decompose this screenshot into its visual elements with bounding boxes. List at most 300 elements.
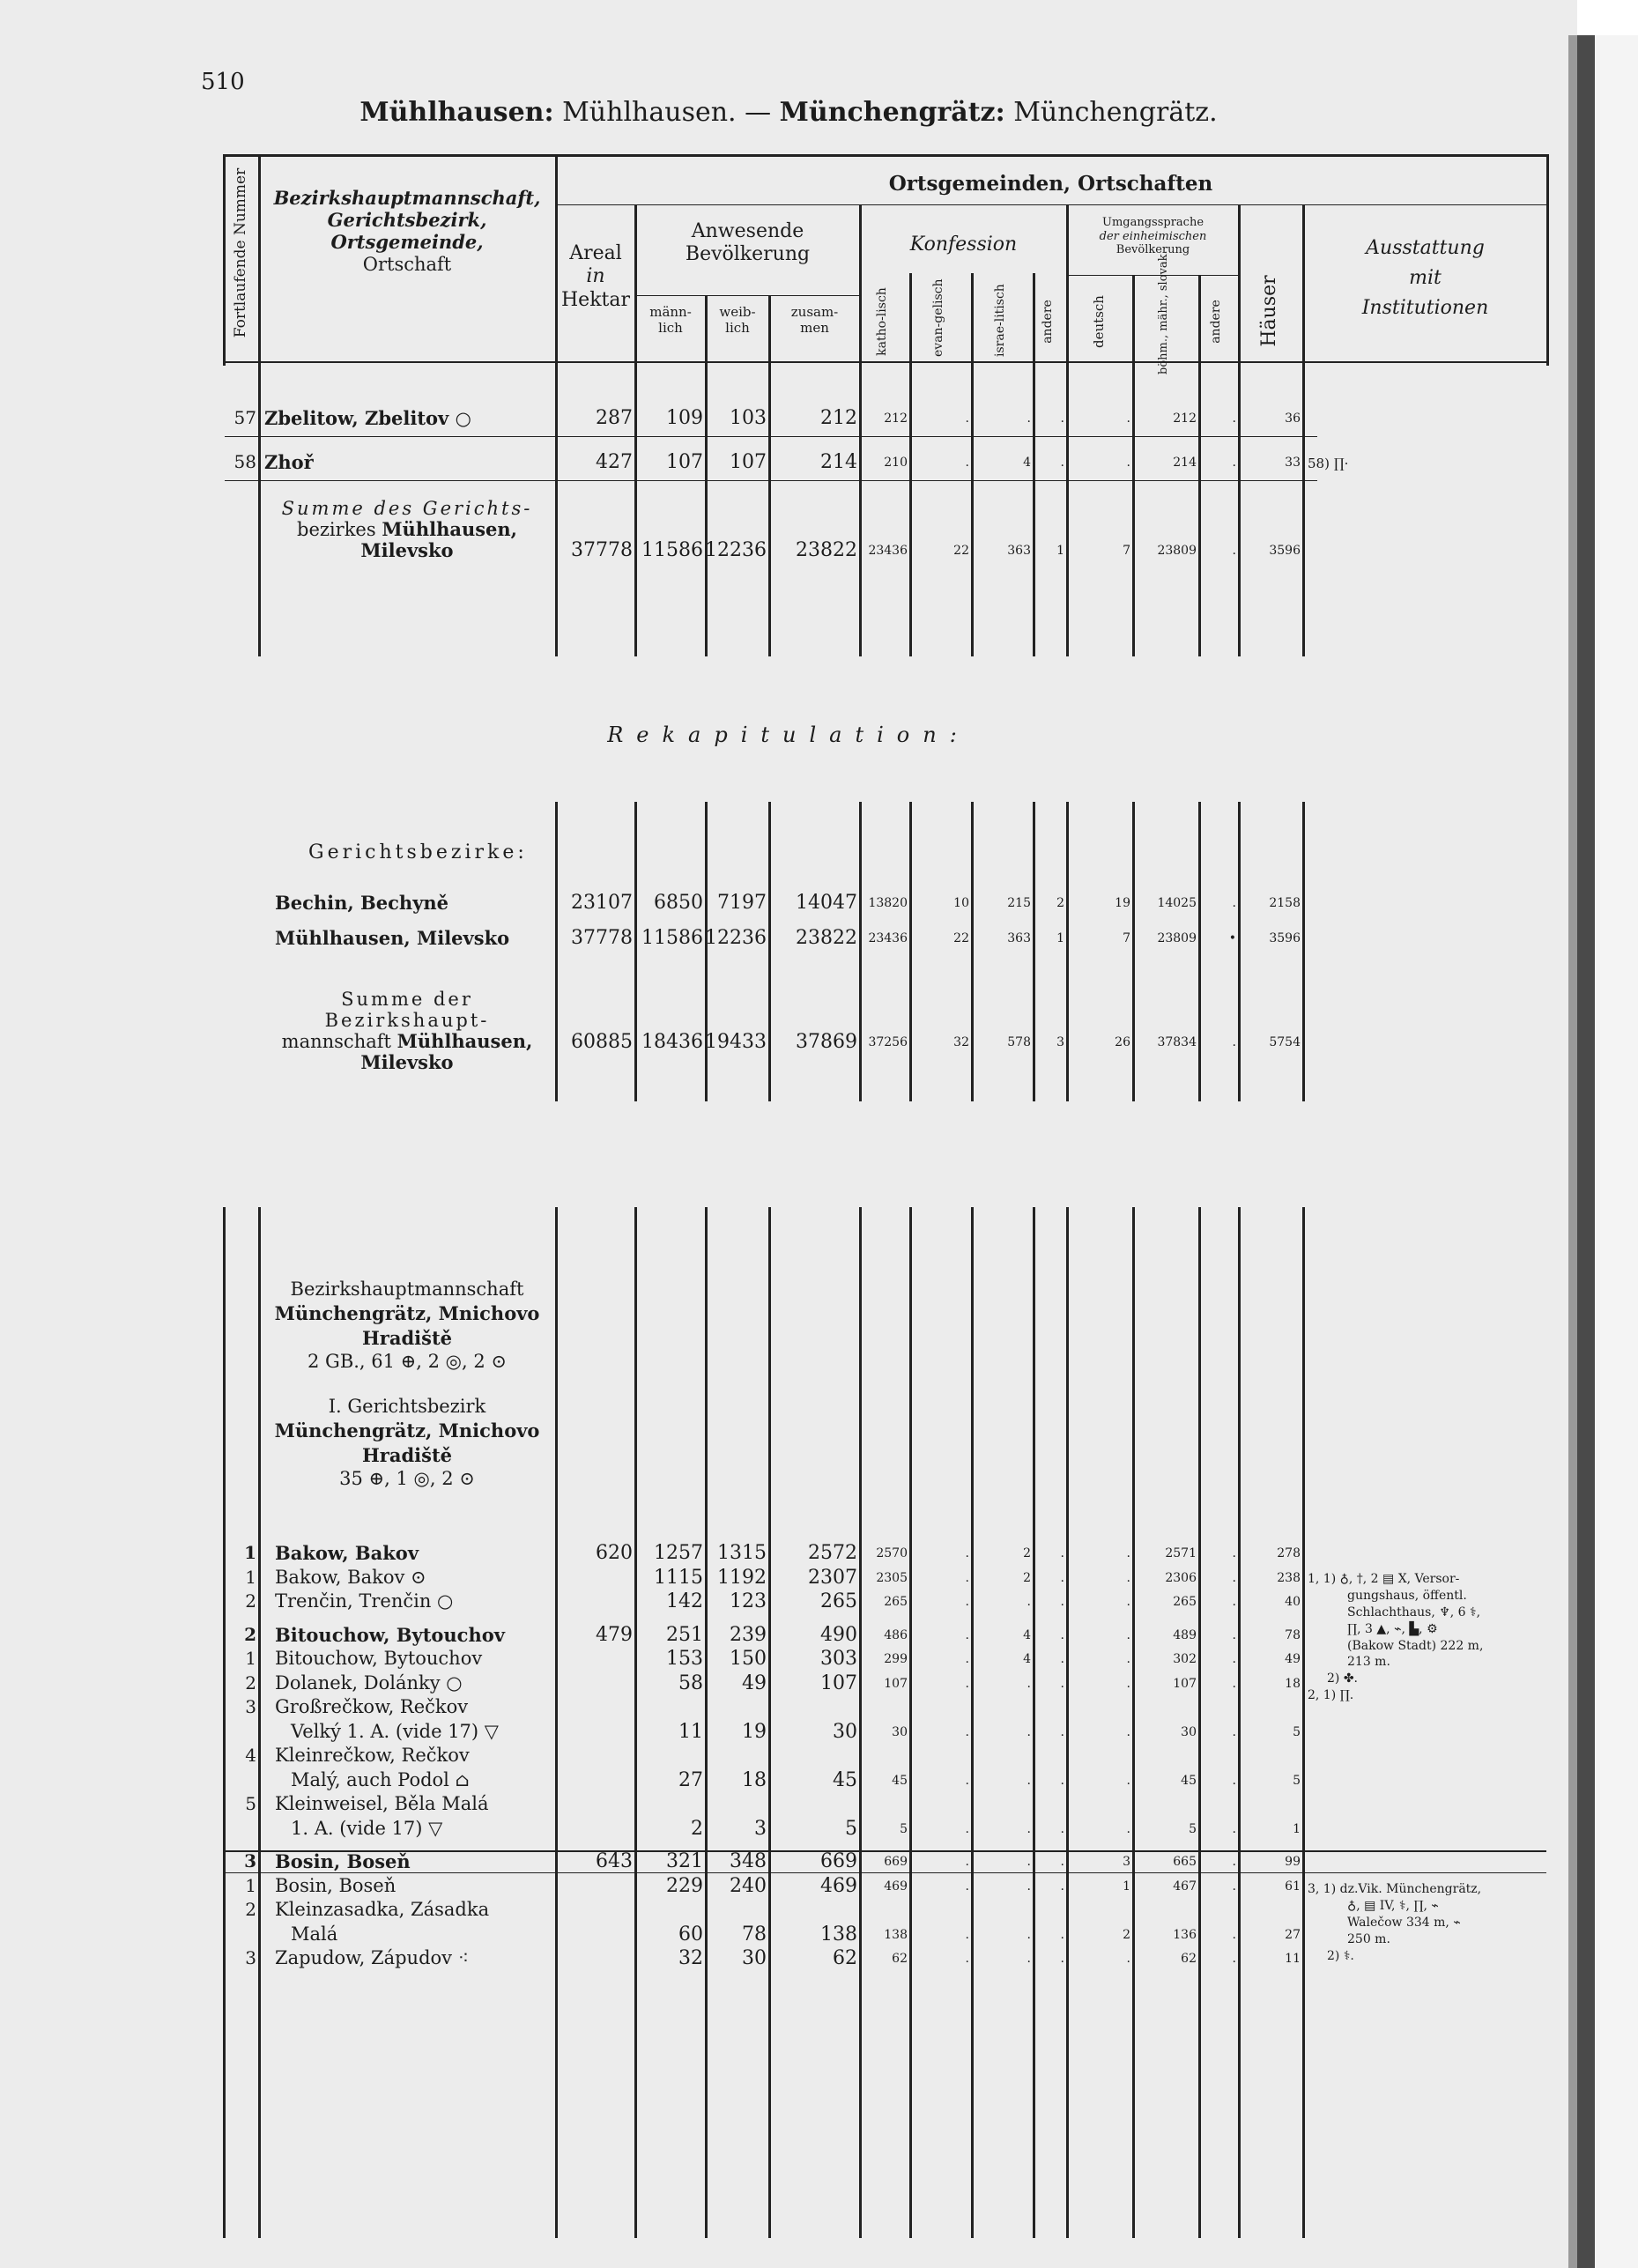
row-name: Bitouchow, Bytouchov	[275, 1648, 483, 1669]
row-bottom-11-h: 1	[1293, 1821, 1301, 1836]
recap-row-1-oth: •	[1228, 931, 1236, 945]
vrule	[859, 802, 862, 1101]
vrule	[768, 295, 771, 656]
row-top-0-cz: 212	[1173, 411, 1197, 426]
row-bottom-9-h: 5	[1293, 1773, 1301, 1788]
recap-sum-de: 26	[1115, 1035, 1130, 1049]
vrule	[634, 802, 637, 1101]
vrule	[1132, 802, 1135, 1101]
row-top-0-isr: .	[1027, 411, 1031, 426]
row-bottom-13-de: 1	[1123, 1879, 1130, 1894]
row-name: Malý, auch Podol ⌂	[291, 1768, 470, 1790]
row-bottom-16-w: 30	[742, 1947, 767, 1969]
recap-row-name: Mühlhausen, Milevsko	[275, 927, 510, 949]
lang-l1: Umgangssprache	[1101, 216, 1204, 229]
recap-row-1-cz: 23809	[1157, 931, 1197, 945]
row-bottom-7-m: 11	[678, 1720, 703, 1743]
row-bottom-12-oth: .	[1232, 1855, 1236, 1869]
row-bottom-1-and: .	[1060, 1570, 1064, 1585]
row-bottom-15-w: 78	[742, 1923, 767, 1946]
row-bottom-5-and: .	[1060, 1676, 1064, 1691]
row-bottom-11-evan: .	[965, 1821, 969, 1836]
col-header-kath: katho-lisch	[875, 287, 889, 356]
row-number: 1	[244, 1542, 256, 1563]
row-bottom-9-kath: 45	[892, 1773, 908, 1788]
row-bottom-15-de: 2	[1123, 1927, 1130, 1942]
row-bottom-2-and: .	[1060, 1595, 1064, 1609]
vrule	[1302, 802, 1305, 1101]
row-bottom-11-kath: 5	[900, 1821, 908, 1836]
vrule	[1198, 1207, 1201, 2238]
col-header-institutions	[1304, 233, 1546, 323]
row-name: 1. A. (vide 17) ▽	[291, 1817, 443, 1839]
recap-row-1-kath: 23436	[868, 931, 908, 945]
row-number: 2	[245, 1899, 256, 1920]
row-bottom-4-m: 153	[666, 1648, 703, 1670]
row-bottom-15-oth: .	[1232, 1927, 1236, 1942]
district-l5: I. Gerichtsbezirk	[328, 1396, 486, 1418]
row-bottom-7-evan: .	[965, 1724, 969, 1739]
vrule	[1066, 802, 1069, 1101]
col-header-total	[770, 304, 859, 336]
row-bottom-4-cz: 302	[1173, 1652, 1197, 1666]
col-header-lang	[1068, 216, 1238, 257]
row-bottom-5-cz: 107	[1173, 1676, 1197, 1691]
row-name: Bakow, Bakov ⊙	[275, 1566, 426, 1588]
row-number: 3	[244, 1850, 256, 1871]
col-header-number: Fortlaufende Nummer	[232, 167, 249, 338]
vrule	[223, 1207, 226, 2238]
row-top-1-de: .	[1126, 456, 1130, 470]
vrule	[1238, 802, 1241, 1101]
district-l2: Münchengrätz, Mnichovo	[274, 1302, 540, 1325]
row-bottom-16-oth: .	[1232, 1952, 1236, 1966]
row-bottom-11-and: .	[1060, 1821, 1064, 1836]
vrule	[1198, 802, 1201, 1101]
row-bottom-15-m: 60	[678, 1923, 703, 1946]
row-bottom-4-evan: .	[965, 1652, 969, 1666]
vrule	[1302, 1207, 1305, 2238]
col-header-name-l4: Ortschaft	[362, 253, 452, 275]
row-number: 3	[245, 1947, 256, 1968]
vrule	[1238, 205, 1241, 656]
recap-row-1-m: 11586	[641, 927, 703, 949]
col-header-bohm: böhm., mähr., slovak.	[1157, 250, 1170, 374]
vrule	[1033, 1207, 1035, 2238]
col-header-name-l3: Ortsgemeinde,	[330, 231, 484, 254]
note-bosin-2: Walečow 334 m, ⌁	[1347, 1915, 1461, 1930]
inst-l2: mit	[1409, 267, 1442, 290]
recap-row-0-t: 14047	[796, 892, 857, 914]
row-bottom-12-w: 348	[730, 1850, 767, 1872]
inst-l1: Ausstattung	[1366, 237, 1485, 259]
note-bakow-5: 213 m.	[1347, 1655, 1390, 1670]
row-bottom-16-de: .	[1126, 1952, 1130, 1966]
note-bakow-4: (Bakow Stadt) 222 m,	[1347, 1638, 1484, 1653]
row-bottom-3-and: .	[1060, 1627, 1064, 1642]
row-bottom-12-t: 669	[820, 1850, 857, 1872]
row-name: Dolanek, Dolánky ○	[275, 1671, 463, 1694]
row-name: Trenčin, Trenčin ○	[275, 1590, 454, 1612]
recap-row-0-h: 2158	[1269, 896, 1301, 910]
row-name: Zhoř	[264, 451, 314, 473]
vrule	[909, 802, 912, 1101]
row-name: Zbelitow, Zbelitov ○	[264, 407, 471, 429]
sum1-de: 7	[1123, 544, 1130, 558]
row-bottom-9-and: .	[1060, 1773, 1064, 1788]
row-number: 2	[245, 1671, 256, 1694]
col-header-houses: Häuser	[1258, 275, 1280, 347]
row-bottom-3-m: 251	[666, 1623, 703, 1646]
row-bottom-0-oth: .	[1232, 1546, 1236, 1560]
row-number: 5	[245, 1793, 256, 1814]
lang-group-rule	[1066, 275, 1238, 276]
row-bottom-3-areal: 479	[596, 1623, 633, 1646]
row-top-0-h: 36	[1285, 411, 1301, 426]
group-rule-bosin	[225, 1872, 1546, 1873]
running-head-right-bold: Münchengrätz:	[779, 97, 1005, 128]
row-name: Kleinzasadka, Zásadka	[275, 1899, 490, 1920]
sum1-label	[261, 498, 553, 561]
areal-l3: Hektar	[560, 288, 630, 311]
row-bottom-0-isr: 2	[1023, 1546, 1031, 1560]
vrule	[705, 295, 708, 656]
row-name: Bakow, Bakov	[275, 1542, 419, 1564]
recap-sum-t: 37869	[796, 1031, 857, 1053]
row-bottom-5-isr: .	[1027, 1676, 1031, 1691]
sum1-l2b: Mühlhausen,	[382, 518, 517, 541]
row-bottom-9-oth: .	[1232, 1773, 1236, 1788]
col-header-female	[707, 304, 768, 336]
row-institution: 58) ∏·	[1308, 456, 1349, 471]
vrule	[1546, 154, 1549, 366]
row-bottom-3-kath: 486	[884, 1627, 908, 1642]
note-bakow-0: 1, 1) ♁, †, 2 ▤ X, Versor-	[1308, 1572, 1460, 1586]
row-bottom-3-evan: .	[965, 1627, 969, 1642]
district-spacer	[261, 1374, 553, 1395]
row-rule-58	[225, 480, 1317, 481]
row-bottom-5-t: 107	[820, 1671, 857, 1694]
row-bottom-7-and: .	[1060, 1724, 1064, 1739]
row-bottom-3-oth: .	[1232, 1627, 1236, 1642]
row-bottom-9-de: .	[1126, 1773, 1130, 1788]
row-bottom-16-isr: .	[1027, 1952, 1031, 1966]
row-bottom-4-and: .	[1060, 1652, 1064, 1666]
row-top-0-areal: 287	[596, 407, 633, 429]
row-top-1-h: 33	[1285, 456, 1301, 470]
col-header-konfession: Konfession	[909, 233, 1018, 256]
row-bottom-5-m: 58	[678, 1671, 703, 1694]
notes-bosin	[1308, 1881, 1481, 1964]
district-l8: 35 ⊕, 1 ◎, 2 ⊙	[339, 1468, 475, 1490]
row-bottom-13-kath: 469	[884, 1879, 908, 1894]
row-bottom-13-and: .	[1060, 1879, 1064, 1894]
recap-row-1-evan: 22	[953, 931, 969, 945]
row-bottom-1-kath: 2305	[876, 1570, 908, 1585]
recap-sum-l2a: mannschaft	[281, 1031, 391, 1053]
recap-sum-l1	[261, 989, 553, 1031]
vrule	[1066, 205, 1069, 656]
row-bottom-9-w: 18	[742, 1768, 767, 1791]
vrule	[555, 1207, 558, 2238]
sum1-m: 11586	[641, 539, 703, 561]
vrule	[1066, 1207, 1069, 2238]
col-header-evan: evan-gelisch	[931, 278, 945, 357]
recap-row-1-de: 7	[1123, 931, 1130, 945]
row-bottom-5-de: .	[1126, 1676, 1130, 1691]
row-bottom-2-w: 123	[730, 1590, 767, 1612]
col-header-isr: israe-litisch	[993, 284, 1007, 357]
note-bakow-2: Schlachthaus, ♆, 6 ⚕,	[1347, 1605, 1481, 1619]
row-bottom-1-evan: .	[965, 1570, 969, 1585]
row-bottom-0-evan: .	[965, 1546, 969, 1560]
row-bottom-16-cz: 62	[1181, 1952, 1197, 1966]
row-bottom-16-t: 62	[833, 1947, 857, 1969]
row-top-1-kath: 210	[884, 456, 908, 470]
row-bottom-2-m: 142	[666, 1590, 703, 1612]
row-bottom-15-t: 138	[820, 1923, 857, 1946]
row-top-0-kath: 212	[884, 411, 908, 426]
note-bosin-1: ♁, ▤ IV, ⚕, ∏, ⌁	[1347, 1898, 1439, 1913]
row-bottom-15-h: 27	[1285, 1927, 1301, 1942]
vrule	[859, 205, 862, 656]
row-bottom-7-h: 5	[1293, 1724, 1301, 1739]
row-bottom-16-kath: 62	[892, 1952, 908, 1966]
row-bottom-11-isr: .	[1027, 1821, 1031, 1836]
note-bosin-3: 250 m.	[1347, 1931, 1390, 1946]
row-bottom-16-evan: .	[965, 1952, 969, 1966]
row-bottom-13-h: 61	[1285, 1879, 1301, 1894]
row-bottom-16-h: 11	[1285, 1952, 1301, 1966]
row-name: Kleinweisel, Běla Malá	[275, 1793, 489, 1814]
row-bottom-7-kath: 30	[892, 1724, 908, 1739]
row-bottom-0-t: 2572	[808, 1542, 857, 1564]
recap-row-0-kath: 13820	[868, 896, 908, 910]
row-bottom-12-isr: .	[1027, 1855, 1031, 1869]
male-l1: männ-	[649, 304, 692, 320]
sum1-oth: .	[1232, 544, 1236, 558]
row-bottom-15-isr: .	[1027, 1927, 1031, 1942]
recap-row-1-and: 1	[1056, 931, 1064, 945]
col-header-andere: andere	[1041, 300, 1055, 344]
total-l1: zusam-	[790, 304, 839, 320]
row-number: 58	[233, 451, 256, 472]
row-bottom-1-w: 1192	[717, 1566, 767, 1589]
row-bottom-2-kath: 265	[884, 1595, 908, 1609]
row-bottom-0-areal: 620	[596, 1542, 633, 1564]
row-bottom-13-m: 229	[666, 1874, 703, 1897]
row-bottom-1-oth: .	[1232, 1570, 1236, 1585]
row-top-0-de: .	[1126, 411, 1130, 426]
running-head-left-bold: Mühlhausen:	[359, 97, 554, 128]
recap-row-0-and: 2	[1056, 896, 1064, 910]
row-bottom-4-de: .	[1126, 1652, 1130, 1666]
row-top-1-evan: .	[965, 456, 969, 470]
recap-sum-h: 5754	[1269, 1035, 1301, 1049]
recap-sum-m: 18436	[641, 1031, 703, 1053]
sum1-l2a: bezirkes	[297, 519, 376, 541]
vrule	[859, 1207, 862, 2238]
row-bottom-13-cz: 467	[1173, 1879, 1197, 1894]
recap-row-0-w: 7197	[717, 892, 767, 914]
row-bottom-9-t: 45	[833, 1768, 857, 1791]
vrule	[1238, 1207, 1241, 2238]
row-name: Malá	[291, 1923, 338, 1945]
row-bottom-3-w: 239	[730, 1623, 767, 1646]
recap-row-1-areal: 37778	[571, 927, 633, 949]
row-bottom-7-t: 30	[833, 1720, 857, 1743]
running-head-right: Münchengrätz.	[1013, 97, 1218, 128]
row-name: Bitouchow, Bytouchov	[275, 1623, 505, 1646]
recap-sum-w: 19433	[705, 1031, 767, 1053]
row-bottom-3-isr: 4	[1023, 1627, 1031, 1642]
row-bottom-13-isr: .	[1027, 1879, 1031, 1894]
sum1-t: 23822	[796, 539, 857, 561]
row-name: Zapudow, Zápudov ⁖	[275, 1947, 470, 1968]
row-top-1-oth: .	[1232, 456, 1236, 470]
lang-l2: der einheimischen	[1099, 229, 1207, 243]
row-top-1-m: 107	[666, 451, 703, 473]
group-rule	[555, 204, 1546, 205]
row-bottom-3-cz: 489	[1173, 1627, 1197, 1642]
row-bottom-9-cz: 45	[1181, 1773, 1197, 1788]
row-bottom-2-evan: .	[965, 1595, 969, 1609]
row-bottom-12-m: 321	[666, 1850, 703, 1872]
row-number: 1	[245, 1566, 256, 1588]
scan-margin	[1595, 35, 1638, 2268]
areal-l1: Areal	[569, 242, 622, 264]
district-l7: Hradiště	[361, 1443, 453, 1466]
recap-row-1-t: 23822	[796, 927, 857, 949]
row-top-1-t: 214	[820, 451, 857, 473]
vrule	[634, 205, 637, 656]
row-top-0-m: 109	[666, 407, 703, 429]
row-bottom-11-cz: 5	[1189, 1821, 1197, 1836]
col-header-name	[261, 187, 553, 276]
recap-row-0-m: 6850	[654, 892, 703, 914]
col-header-male	[636, 304, 705, 336]
top-rule	[223, 154, 1549, 157]
row-bottom-1-t: 2307	[808, 1566, 857, 1589]
note-bakow-6: 2) ✤.	[1327, 1671, 1358, 1686]
row-bottom-5-kath: 107	[884, 1676, 908, 1691]
row-number: 1	[245, 1648, 256, 1669]
row-rule-57	[225, 436, 1317, 437]
row-top-0-and: .	[1060, 411, 1064, 426]
row-bottom-3-h: 78	[1285, 1627, 1301, 1642]
row-bottom-12-cz: 665	[1173, 1855, 1197, 1869]
female-l1: weib-	[719, 304, 756, 320]
row-top-0-t: 212	[820, 407, 857, 429]
note-bakow-3: ∏, 3 ▲, ⌁, ▙, ⚙	[1347, 1621, 1438, 1636]
col-header-name-l1: Bezirkshauptmannschaft,	[273, 187, 541, 209]
note-bosin-0: 3, 1) dz.Vik. Münchengrätz,	[1308, 1882, 1482, 1896]
col-header-lang-other: andere	[1209, 300, 1223, 344]
row-bottom-3-t: 490	[820, 1623, 857, 1646]
vrule	[909, 1207, 912, 2238]
sum1-l2	[261, 519, 553, 540]
row-number: 57	[233, 407, 256, 428]
row-bottom-1-de: .	[1126, 1570, 1130, 1585]
row-number: 3	[245, 1696, 256, 1717]
sum1-cz: 23809	[1157, 544, 1197, 558]
row-bottom-12-h: 99	[1285, 1855, 1301, 1869]
vrule	[971, 1207, 974, 2238]
row-bottom-15-cz: 136	[1173, 1927, 1197, 1942]
row-bottom-7-isr: .	[1027, 1724, 1031, 1739]
sum1-and: 1	[1056, 544, 1064, 558]
recap-sum-oth: .	[1232, 1035, 1236, 1049]
row-bottom-13-w: 240	[730, 1874, 767, 1897]
row-bottom-12-evan: .	[965, 1855, 969, 1869]
row-top-1-areal: 427	[596, 451, 633, 473]
row-bottom-2-de: .	[1126, 1595, 1130, 1609]
row-bottom-4-isr: 4	[1023, 1652, 1031, 1666]
sum1-h: 3596	[1269, 544, 1301, 558]
vrule	[768, 802, 771, 1101]
row-bottom-12-areal: 643	[596, 1850, 633, 1872]
vrule	[705, 802, 708, 1101]
row-number: 4	[245, 1745, 256, 1766]
sum1-w: 12236	[705, 539, 767, 561]
row-bottom-1-cz: 2306	[1165, 1570, 1197, 1585]
areal-l2: in	[586, 265, 605, 288]
row-top-0-evan: .	[965, 411, 969, 426]
recap-row-0-de: 19	[1115, 896, 1130, 910]
recap-sum-isr: 578	[1007, 1035, 1031, 1049]
recap-sum-kath: 37256	[868, 1035, 908, 1049]
district-l6: Münchengrätz, Mnichovo	[274, 1419, 540, 1442]
pop-l1: Anwesende	[691, 220, 804, 242]
row-bottom-16-m: 32	[678, 1947, 703, 1969]
row-bottom-0-w: 1315	[717, 1542, 767, 1564]
row-bottom-4-h: 49	[1285, 1652, 1301, 1666]
row-bottom-0-h: 278	[1277, 1546, 1301, 1560]
row-number: 2	[244, 1623, 256, 1645]
recap-sum-l2	[261, 1031, 553, 1052]
row-bottom-9-evan: .	[965, 1773, 969, 1788]
row-top-1-cz: 214	[1173, 456, 1197, 470]
header-bottom-rule	[225, 361, 1546, 363]
recap-subtitle: Gerichtsbezirke:	[308, 841, 528, 863]
recap-title: Rekapitulation:	[607, 723, 970, 747]
row-bottom-15-evan: .	[965, 1927, 969, 1942]
row-bottom-9-m: 27	[678, 1768, 703, 1791]
col-header-areal	[557, 242, 634, 312]
row-top-1-and: .	[1060, 456, 1064, 470]
recap-sum-label	[261, 989, 553, 1074]
pop-l2: Bevölkerung	[685, 243, 811, 266]
row-number: 1	[245, 1874, 256, 1896]
lang-l3: Bevölkerung	[1115, 243, 1190, 257]
row-top-1-isr: 4	[1023, 456, 1031, 470]
running-head-left: Mühlhausen. —	[562, 97, 772, 128]
row-bottom-2-cz: 265	[1173, 1595, 1197, 1609]
col-header-pop	[636, 220, 859, 267]
row-bottom-2-t: 265	[820, 1590, 857, 1612]
page-edge-shadow	[1568, 35, 1577, 2268]
vrule	[223, 154, 226, 366]
row-bottom-11-t: 5	[845, 1817, 857, 1840]
note-bakow-1: gungshaus, öffentl.	[1347, 1588, 1467, 1603]
recap-sum-areal: 60885	[571, 1031, 633, 1053]
book-binding-edge	[1577, 35, 1595, 2268]
row-bottom-11-de: .	[1126, 1821, 1130, 1836]
recap-sum-cz: 37834	[1157, 1035, 1197, 1049]
recap-row-1-isr: 363	[1007, 931, 1031, 945]
sum1-areal: 37778	[571, 539, 633, 561]
row-bottom-1-m: 1115	[654, 1566, 703, 1589]
